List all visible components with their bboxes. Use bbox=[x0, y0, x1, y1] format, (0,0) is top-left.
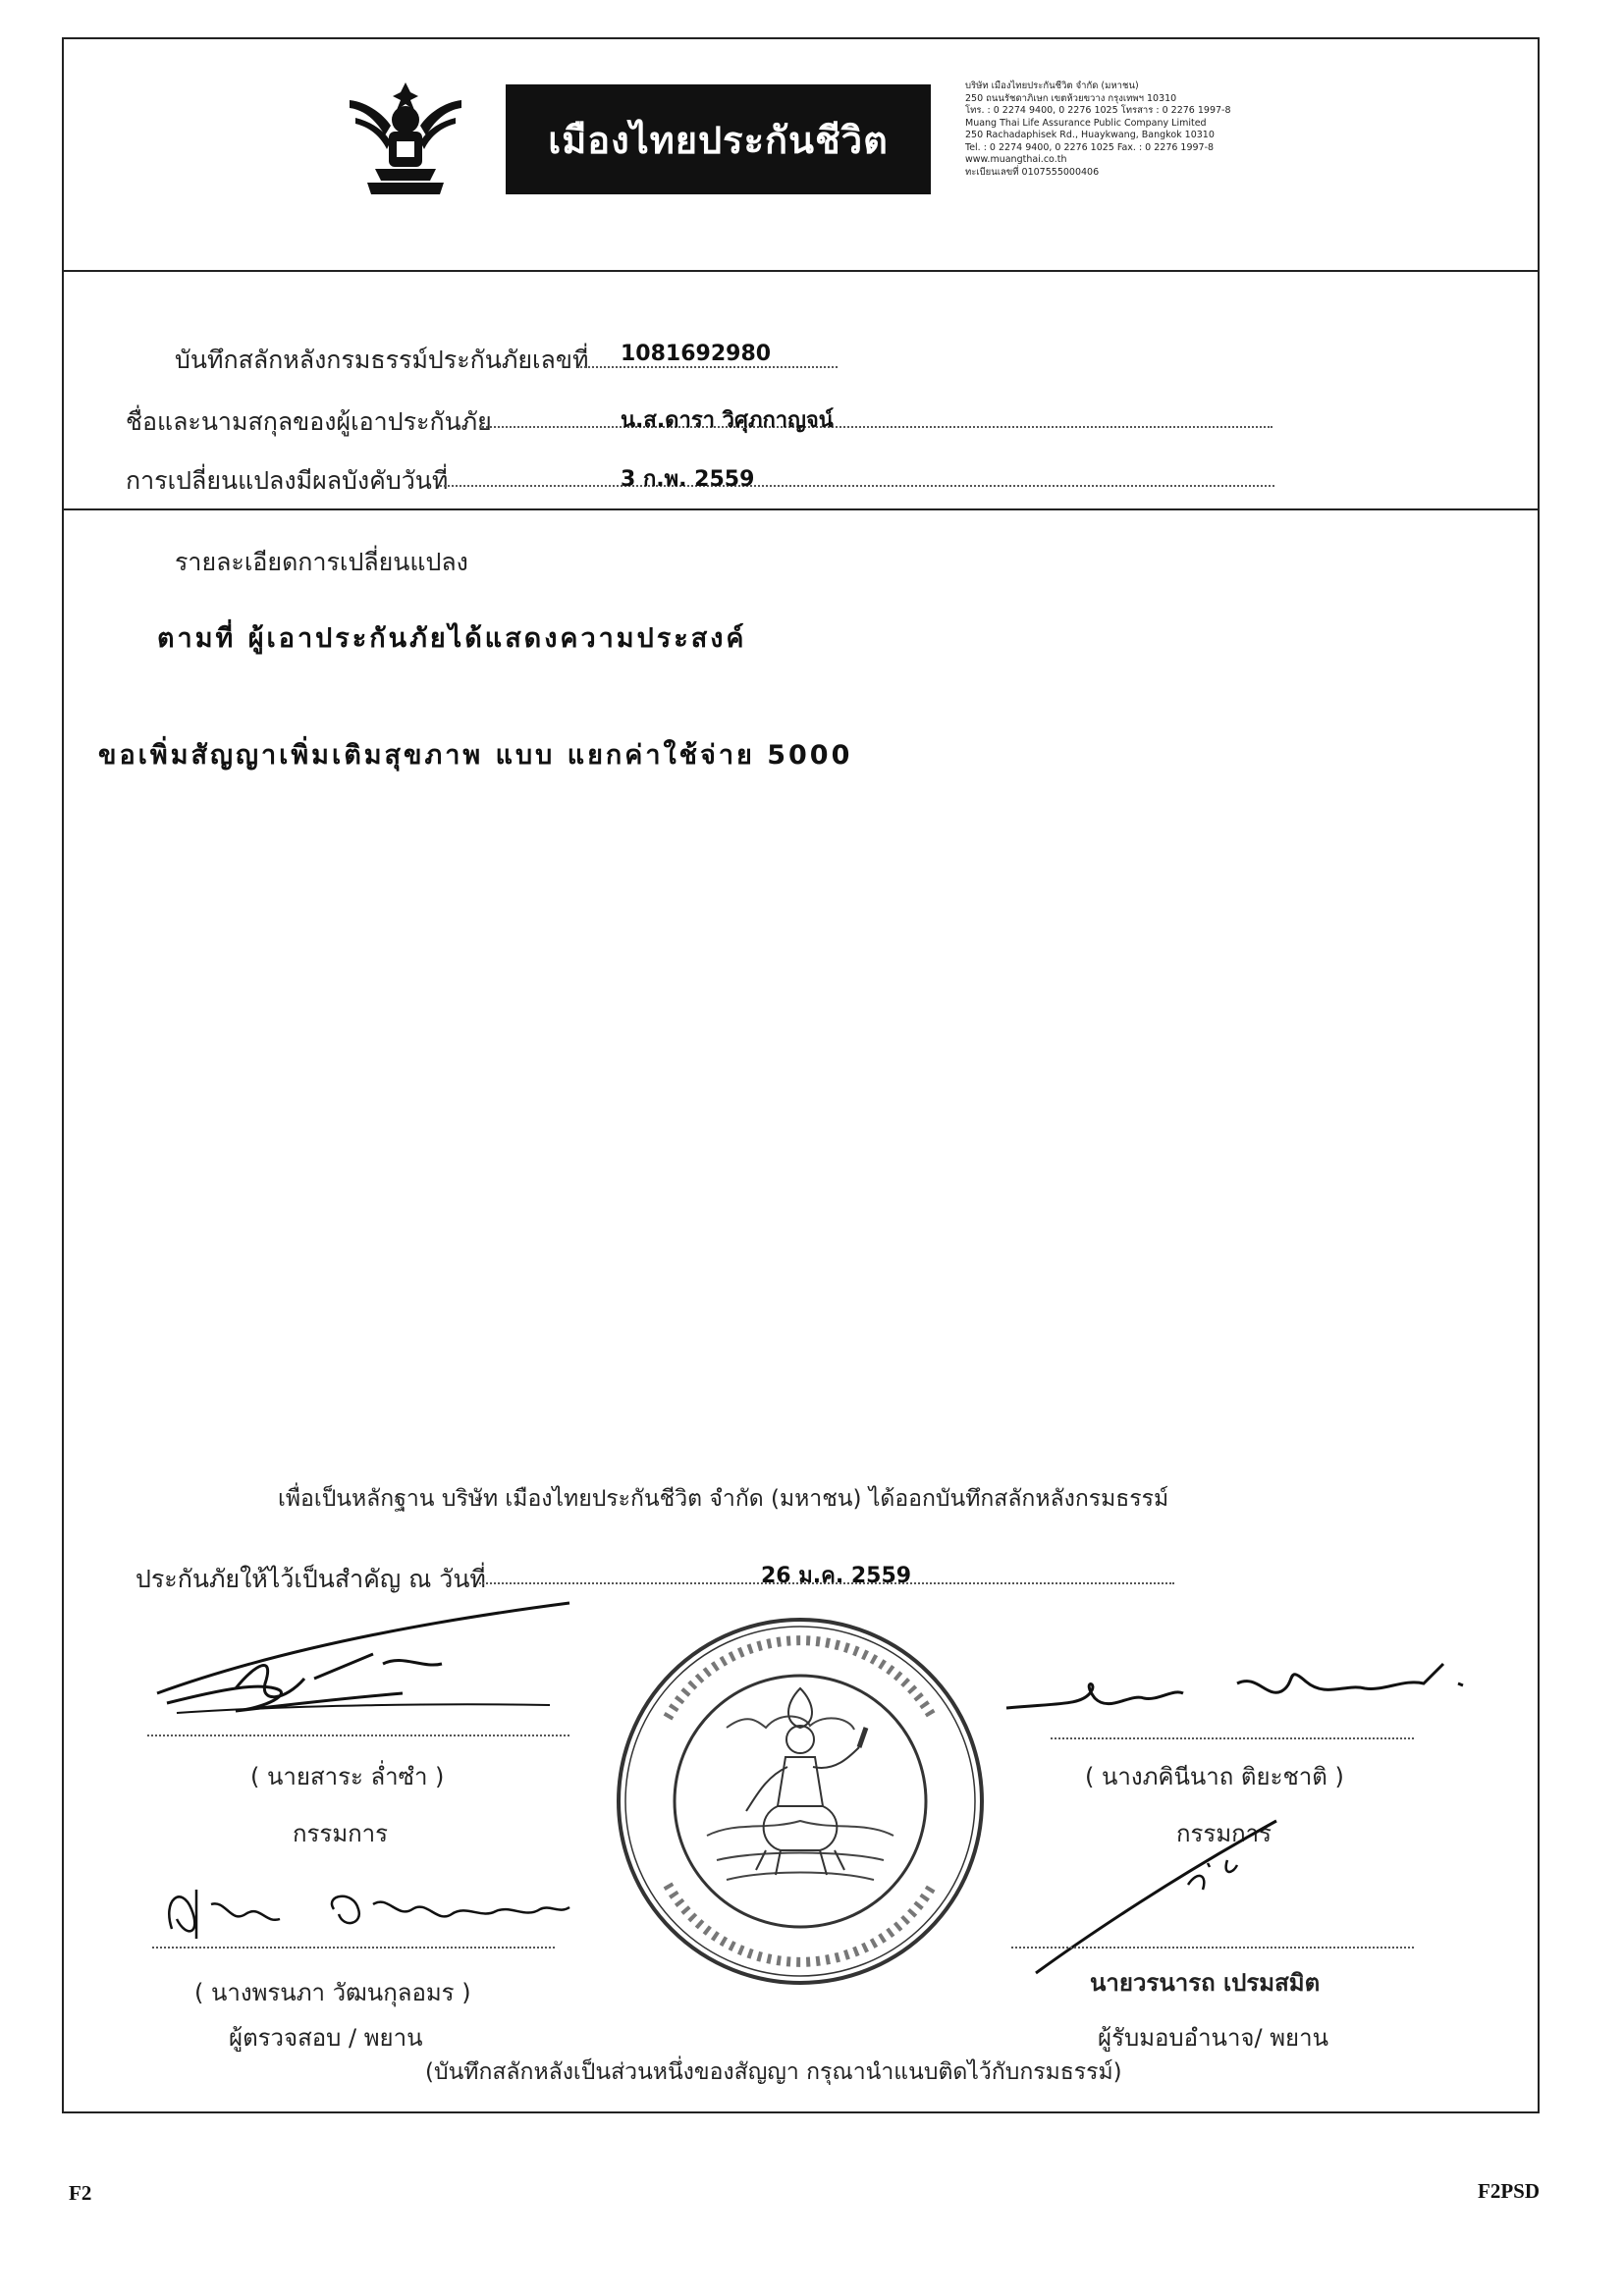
signatory-title-4: ผู้รับมอบอำนาจ/ พยาน bbox=[1098, 2024, 1328, 2052]
effective-date-dots bbox=[440, 485, 1274, 487]
company-seal bbox=[609, 1610, 992, 1993]
details-line-2: ขอเพิ่มสัญญาเพิ่มเติมสุขภาพ แบบ แยกค่าใช้จ่าย 5000 bbox=[98, 740, 853, 771]
details-heading: รายละเอียดการเปลี่ยนแปลง bbox=[175, 548, 468, 576]
address-line: ทะเบียนเลขที่ 0107555000406 bbox=[965, 166, 1100, 178]
certification-statement: เพื่อเป็นหลักฐาน บริษัท เมืองไทยประกันชีวิต จำกัด (มหาชน) ได้ออกบันทึกสลักหลังกรมธรรม์ bbox=[278, 1486, 1169, 1512]
effective-date-value: 3 ก.พ. 2559 bbox=[621, 467, 755, 492]
address-line: Muang Thai Life Assurance Public Company Limited bbox=[965, 117, 1207, 129]
insured-name-label: ชื่อและนามสกุลของผู้เอาประกันภัย bbox=[126, 407, 492, 436]
form-code-left: F2 bbox=[69, 2181, 92, 2205]
issue-date-label: ประกันภัยให้ไว้เป็นสำคัญ ณ วันที่ bbox=[135, 1565, 486, 1593]
signature-attorney bbox=[1031, 1816, 1286, 1983]
address-line: 250 ถนนรัชดาภิเษก เขตห้วยขวาง กรุงเทพฯ 10310 bbox=[965, 92, 1177, 104]
signature-witness-1 bbox=[157, 1870, 589, 1949]
address-line: 250 Rachadaphisek Rd., Huaykwang, Bangkok 10310 bbox=[965, 130, 1215, 140]
record-divider bbox=[62, 508, 1540, 510]
address-line: โทร. : 0 2274 9400, 0 2276 1025 โทรสาร : 0 2276 1997-8 bbox=[965, 105, 1231, 116]
address-line: Tel. : 0 2274 9400, 0 2276 1025 Fax. : 0 2276 1997-8 bbox=[965, 141, 1215, 153]
signatory-name-3: ( นางพรนภา วัฒนกุลอมร ) bbox=[194, 1979, 471, 2006]
signatory-title-3: ผู้ตรวจสอบ / พยาน bbox=[229, 2024, 423, 2052]
policy-number-label: บันทึกสลักหลังกรมธรรม์ประกันภัยเลขที่ bbox=[175, 346, 589, 374]
signatory-name-1: ( นายสาระ ล่ำซำ ) bbox=[250, 1763, 445, 1790]
policy-number-dots bbox=[577, 366, 838, 368]
signatory-name-4: นายวรนารถ เปรมสมิต bbox=[1090, 1969, 1321, 1997]
signatory-name-2: ( นางภคินีนาถ ติยะชาติ ) bbox=[1085, 1763, 1344, 1790]
company-logo bbox=[506, 84, 931, 194]
signature-line-3 bbox=[152, 1947, 555, 1949]
details-line-1: ตามที่ ผู้เอาประกันภัยได้แสดงความประสงค์ bbox=[157, 623, 747, 654]
signatory-title-2: กรรมการ bbox=[1176, 1820, 1272, 1847]
header-divider bbox=[62, 270, 1540, 272]
insured-name-dots bbox=[479, 426, 1272, 428]
insured-name-value: น.ส.ดารา วิศุภกาญจน์ bbox=[621, 408, 834, 433]
issue-date-value: 26 ม.ค. 2559 bbox=[761, 1564, 912, 1588]
signature-director-2 bbox=[1001, 1654, 1483, 1723]
signature-line-1 bbox=[147, 1735, 569, 1736]
address-line: บริษัท เมืองไทยประกันชีวิต จำกัด (มหาชน) bbox=[965, 80, 1139, 91]
attachment-note: (บันทึกสลักหลังเป็นส่วนหนึ่งของสัญญา กรุณานำแนบติดไว้กับกรมธรรม์) bbox=[425, 2059, 1122, 2085]
address-line: www.muangthai.co.th bbox=[965, 154, 1067, 165]
effective-date-label: การเปลี่ยนแปลงมีผลบังคับวันที่ bbox=[126, 466, 449, 495]
signature-line-4 bbox=[1011, 1947, 1414, 1949]
signature-director-1 bbox=[147, 1595, 579, 1733]
policy-number-value: 1081692980 bbox=[621, 342, 772, 366]
signatory-title-1: กรรมการ bbox=[293, 1820, 389, 1847]
garuda-emblem-icon bbox=[346, 79, 465, 201]
signature-line-2 bbox=[1051, 1737, 1414, 1739]
company-logo-text: เมืองไทยประกันชีวิต bbox=[548, 118, 889, 162]
company-address-block bbox=[965, 80, 1279, 179]
form-code-right: F2PSD bbox=[1478, 2179, 1540, 2203]
